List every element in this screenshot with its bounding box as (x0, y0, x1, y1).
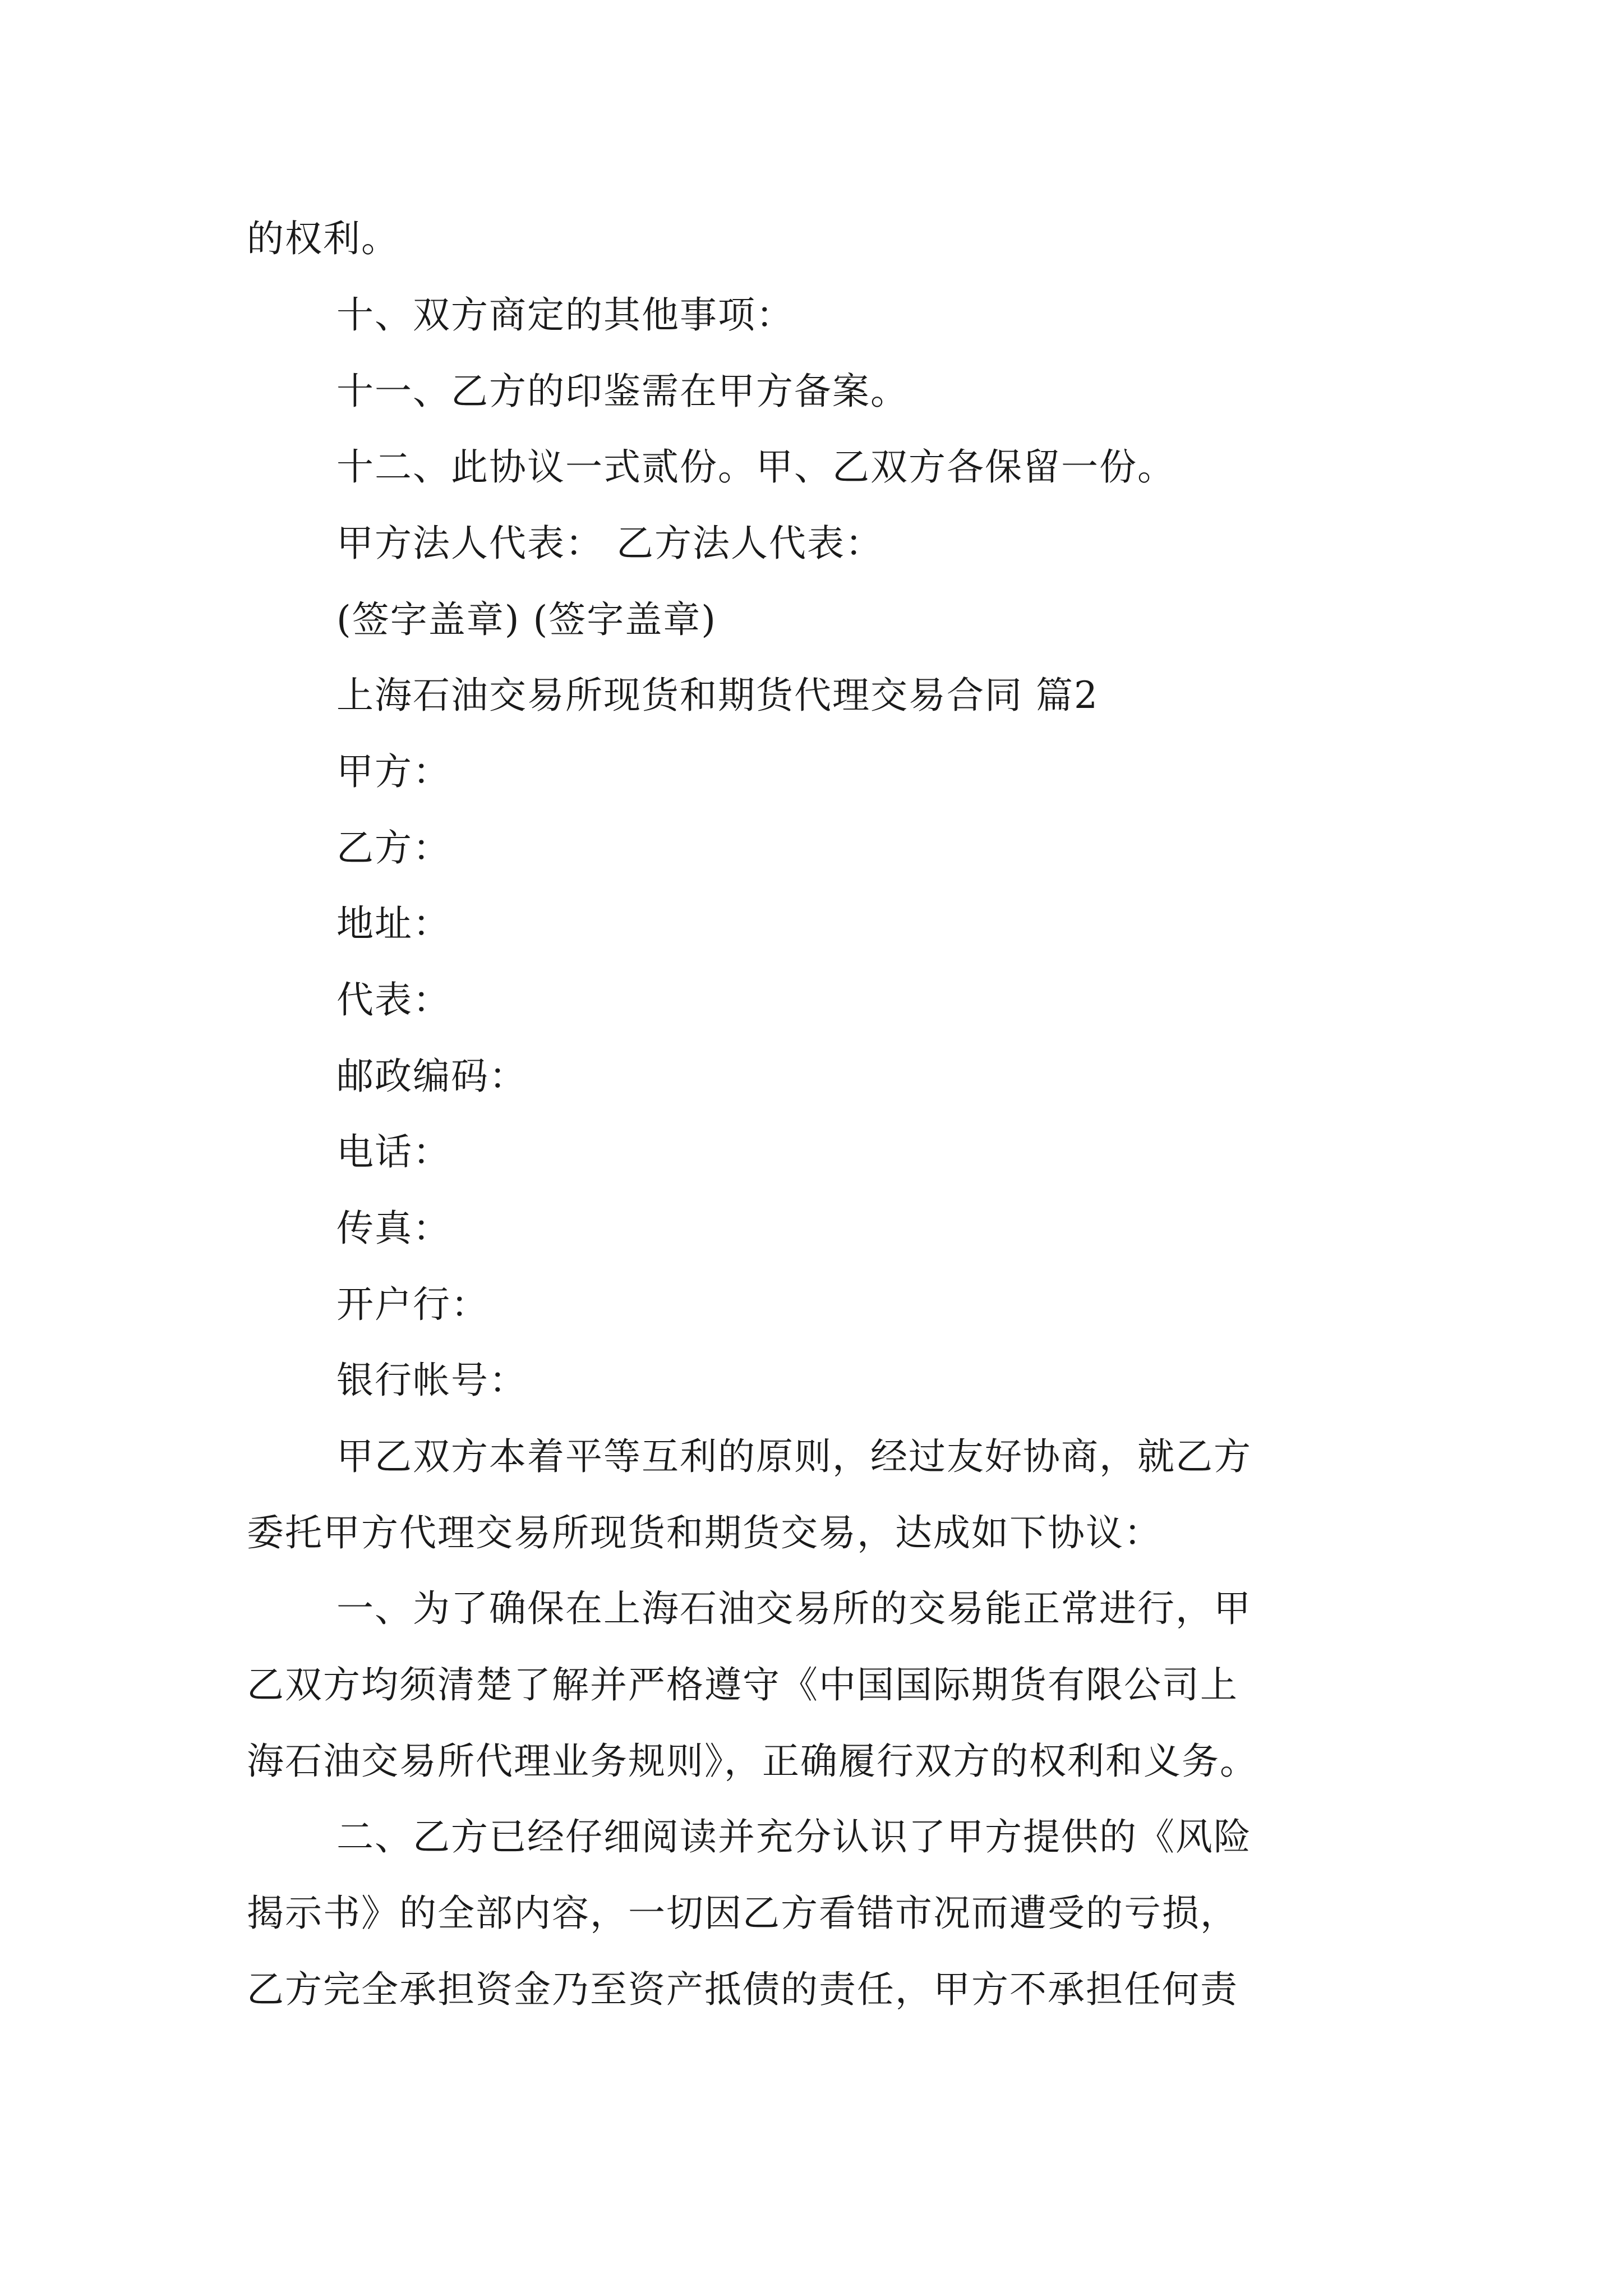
text-line: 委托甲方代理交易所现货和期货交易，达成如下协议： (247, 1511, 1162, 1554)
text-line: 的权利。 (247, 217, 399, 260)
address-label: 地址： (336, 902, 451, 945)
fax-label: 传真： (336, 1207, 451, 1250)
section-title: 上海石油交易所现货和期货代理交易合同 篇2 (336, 674, 1099, 717)
text-line: 十、双方商定的其他事项： (336, 293, 794, 337)
bank-account-label: 银行帐号： (336, 1359, 527, 1402)
text-line: 一、为了确保在上海石油交易所的交易能正常进行，甲 (336, 1587, 1252, 1630)
text-line: 揭示书》的全部内容，一切因乙方看错市况而遭受的亏损， (247, 1892, 1238, 1935)
text-line: 二、乙方已经仔细阅读并充分认识了甲方提供的《风险 (336, 1815, 1252, 1858)
phone-label: 电话： (336, 1130, 451, 1174)
text-line: 乙方完全承担资金乃至资产抵债的责任，甲方不承担任何责 (247, 1968, 1238, 2011)
text-line: 十一、乙方的印鉴需在甲方备案。 (336, 370, 909, 413)
text-line: 十二、此协议一式贰份。甲、乙双方各保留一份。 (336, 445, 1175, 489)
text-line: 甲乙双方本着平等互利的原则，经过友好协商，就乙方 (336, 1435, 1252, 1478)
representative-label: 代表： (336, 978, 451, 1022)
text-line: 乙双方均须清楚了解并严格遵守《中国国际期货有限公司上 (247, 1663, 1238, 1706)
party-b-label: 乙方： (336, 826, 451, 869)
signature-seal-note: (签字盖章) (签字盖章) (336, 598, 717, 641)
postal-code-label: 邮政编码： (336, 1055, 527, 1098)
party-a-label: 甲方： (336, 750, 451, 793)
text-line: 海石油交易所代理业务规则》，正确履行双方的权利和义务。 (247, 1740, 1258, 1783)
bank-label: 开户行： (336, 1283, 489, 1326)
signature-labels: 甲方法人代表： 乙方法人代表： (336, 522, 883, 565)
